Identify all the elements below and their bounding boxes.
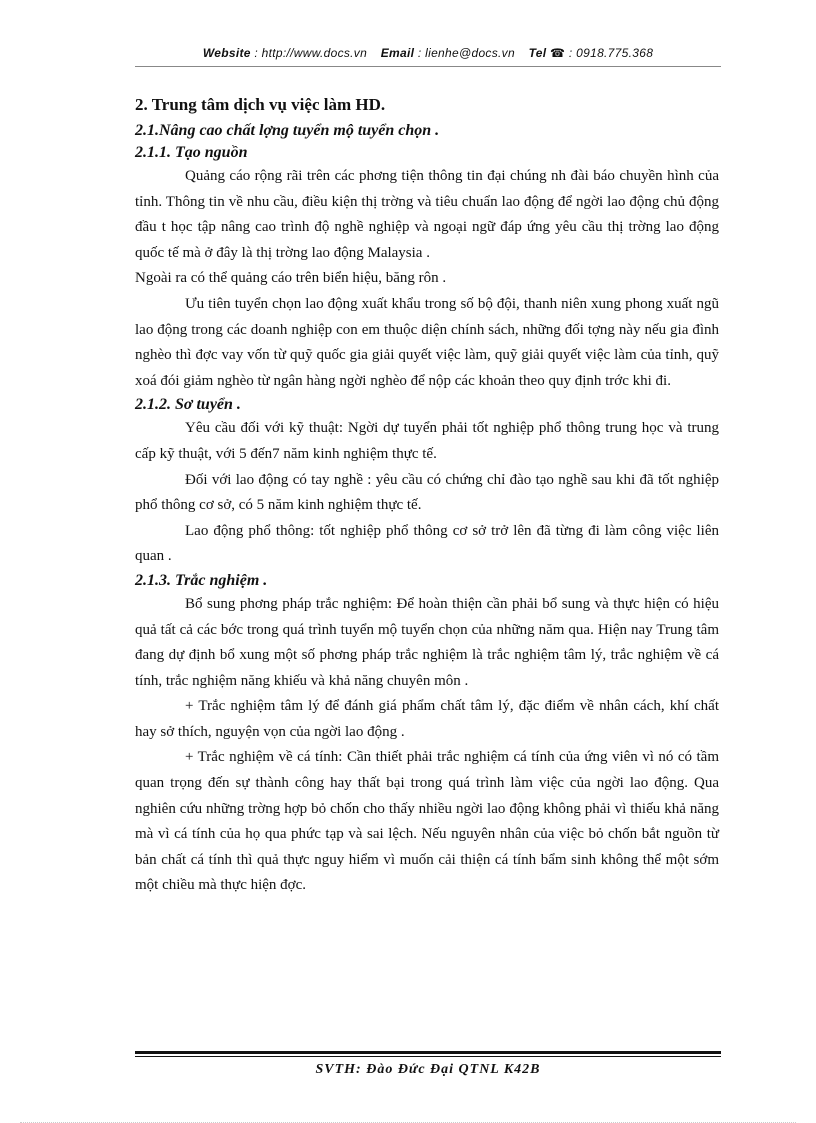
email-value: lienhe@docs.vn <box>425 46 515 60</box>
website-label: Website <box>202 46 251 60</box>
paragraph: Ưu tiên tuyển chọn lao động xuất khẩu trong số bộ đội, thanh niên xung phong xuất ngũ lao động trong các doanh nghiệp con em thuộc diện chính sách, những đối tợng này nếu gia đình nghèo thì đợc vay vốn từ quỹ quốc gia giải quyết việc làm, quỹ giải quyết việc làm của tỉnh, quỹ xoá đói giảm nghèo từ ngân hàng ngời nghèo để nộp các khoản theo quy định trớc khi đi. <box>135 295 719 389</box>
paragraph: + Trắc nghiệm về cá tính: Cần thiết phải trắc nghiệm cá tính của ứng viên vì nó có tầm quan trọng đến sự thành công hay thất bại trong quá trình làm việc của ngời lao động. Qua nghiên cứu những trờng hợp bỏ chốn cho thấy nhiều ngời lao động không phải vì thiếu khả năng mà vì cá tính của họ qua phức tạp và sai lệch. Nếu nguyên nhân của việc bỏ chốn bắt nguồn từ bản chất cá tính thì quả thực nguy hiểm vì muốn cải thiện cá tính bẩm sinh không thể một sớm một chiều mà thực hiện đợc. <box>135 749 719 894</box>
paragraph: Đối với lao động có tay nghề : yêu cầu có chứng chỉ đào tạo nghề sau khi đã tốt nghiệp phổ thông cơ sở, có 5 năm kinh nghiệm thực tế. <box>135 471 719 514</box>
paragraph: + Trắc nghiệm tâm lý để đánh giá phẩm chất tâm lý, đặc điểm về nhân cách, khí chất hay sở thích, nguyện vọn của ngời lao động . <box>135 698 719 740</box>
section-2-1-2-title: 2.1.2. Sơ tuyển . <box>135 396 241 414</box>
page-header <box>135 46 721 60</box>
tel-label: Tel ☎ <box>528 46 566 60</box>
sub-title: 2.1.Nâng cao chất lợng tuyển mộ tuyển chọn . <box>135 122 440 139</box>
paragraph: Yêu cầu đối với kỹ thuật: Ngời dự tuyển phải tốt nghiệp phổ thông trung học và trung cấp kỹ thuật, với 5 đến7 năm kinh nghiệm thực tế. <box>135 420 719 462</box>
website-sep: : <box>250 46 262 60</box>
section-2-1-1-title: 2.1.1. Tạo nguồn <box>135 144 248 161</box>
footer-divider-thick <box>135 1051 721 1054</box>
header-divider <box>135 66 721 67</box>
paragraph: Bổ sung phơng pháp trắc nghiệm: Để hoàn thiện cần phải bổ sung và thực hiện có hiệu quả tất cả các bớc trong quá trình tuyển mộ tuyển chọn của những năm qua. Hiện nay Trung tâm đang dự định bổ xung một số phơng pháp trắc nghiệm là trắc nghiệm tâm lý, trắc nghiệm về cá tính, trắc nghiệm năng khiếu và khả năng chuyên môn . <box>135 595 719 689</box>
tel-sep: : <box>565 46 577 60</box>
paragraph: Lao động phổ thông: tốt nghiệp phổ thông cơ sở trở lên đã từng đi làm công việc liên quan . <box>135 522 719 565</box>
tel-value: 0918.775.368 <box>576 46 654 60</box>
paragraph: Quảng cáo rộng rãi trên các phơng tiện thông tin đại chúng nh đài báo chuyền hình của tỉnh. Thông tin về nhu cầu, điều kiện thị trờng và tiêu chuẩn lao động để ngời lao động chủ động đầu t học tập nâng cao trình độ nghề nghiệp và ngoại ngữ đáp ứng yêu cầu thị trờng lao động quốc tế mà ở đây là thị trờng lao động Malaysia . <box>135 168 719 261</box>
document-body <box>135 94 719 899</box>
footer-divider-thin <box>135 1056 721 1057</box>
section-title: 2. Trung tâm dịch vụ việc làm HD. <box>135 95 386 114</box>
section-2-1-3-title: 2.1.3. Trắc nghiệm . <box>135 571 268 589</box>
paragraph: Ngoài ra có thể quảng cáo trên biển hiệu, băng rôn . <box>135 270 447 287</box>
email-label: Email <box>380 46 415 60</box>
page-footer: SVTH: Đào Đức Đại QTNL K42B <box>315 1062 541 1077</box>
email-sep: : <box>414 46 426 60</box>
website-url: http://www.docs.vn <box>261 46 368 60</box>
